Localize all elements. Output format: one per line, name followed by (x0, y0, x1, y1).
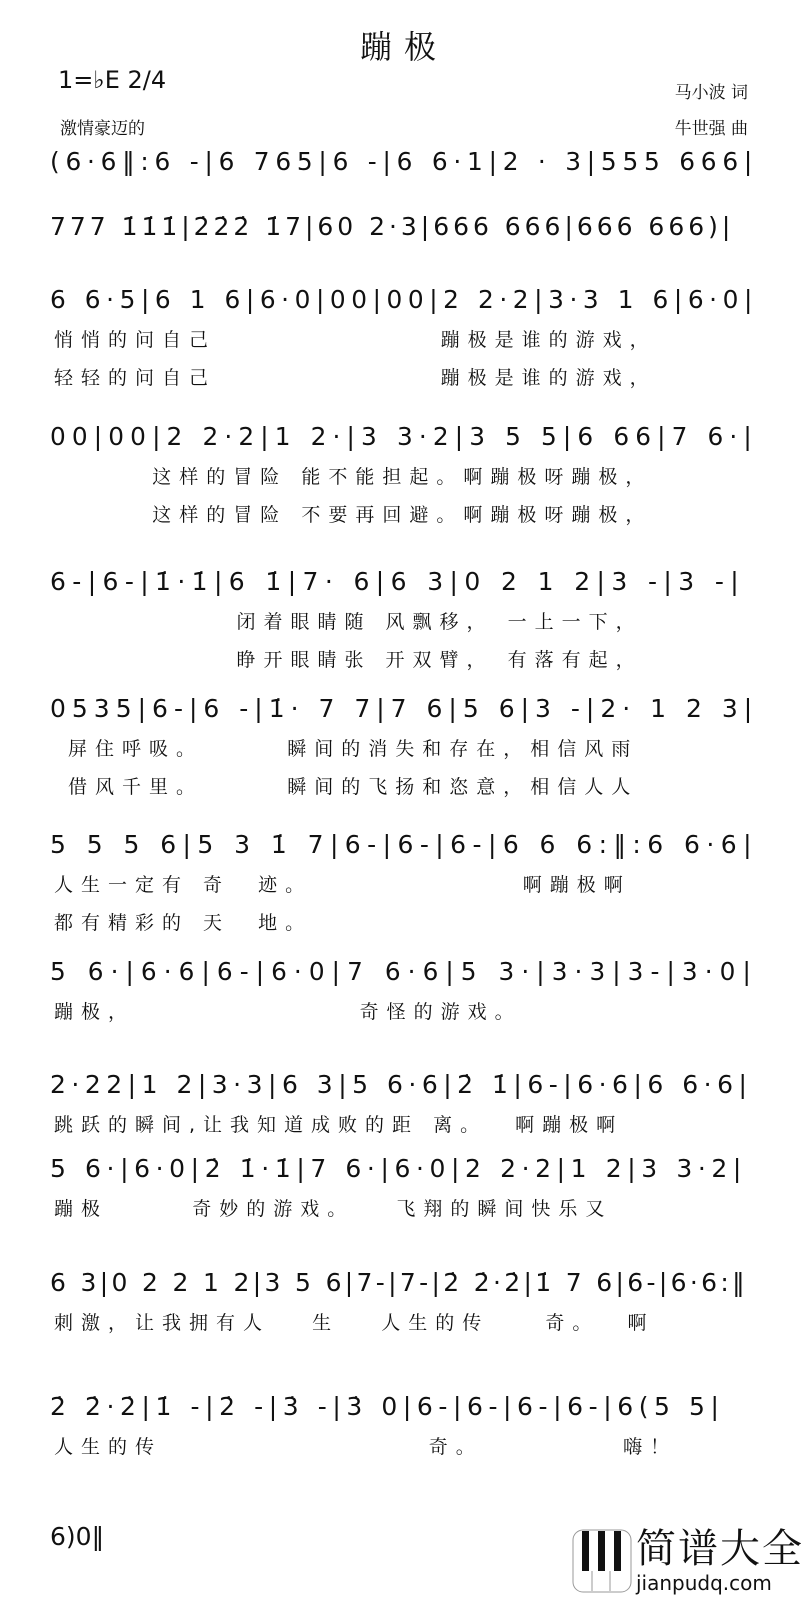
lyric-verse-2: 睁开眼睛张 开双臂， 有落有起， (54, 649, 643, 671)
staff-line (50, 283, 758, 393)
notation-row: 0535|6-|6 -|1̇· 7 7|7 6|5 6|3 -|2· 1 2 3| (50, 694, 759, 723)
staff-line (50, 1152, 758, 1224)
staff-line (50, 565, 758, 675)
notation-row: 2̇ 2̇·2̇|1̇ -|2̇ -|3̇ -|3̇ 0|6-|6-|6-|6-|6(5 5| (50, 1392, 725, 1421)
lyric-verse-2: 都有精彩的 天 地。 (54, 912, 313, 934)
lyric-verse-1: 这样的冒险 能不能担起。啊蹦极呀蹦极， (54, 466, 653, 488)
lyric-verse-1: 刺激，让我拥有人 生 人生的传 奇。 啊 (54, 1312, 655, 1334)
notation-row: (6·6‖:6 -|6 765|6 -|6 6·1|2 · 3|555 666| (50, 147, 759, 176)
lyric-verse-1: 人生的传 奇。 嗨！ (54, 1436, 678, 1458)
key-signature: 1=♭E 2/4 (58, 66, 167, 94)
notation-row: 6 3|0 2 2 1 2|3 5 6|7-|7-|2̇ 2̇·2̇|1̇ 7 6|6-|6·6:‖ (50, 1268, 748, 1297)
composer-credit: 牛世强 曲 (674, 119, 748, 139)
tempo-marking: 激情豪迈的 (60, 119, 145, 139)
staff-line (50, 420, 758, 530)
lyric-verse-2: 轻轻的问自己 蹦极是谁的游戏， (54, 367, 657, 389)
notation-row: 2·22|1 2|3·3|6 3|5 6·6|2̇ 1̇|6-|6·6|6 6·6| (50, 1070, 753, 1099)
staff-line (50, 828, 758, 938)
piano-keys-icon (572, 1529, 632, 1593)
notation-row: 5 5 5 6|5 3 1̇ 7|6-|6-|6-|6 6 6:‖:6 6·6| (50, 830, 758, 859)
notation-row: 6-|6-|1̇·1̇|6 1̇|7· 6|6 3|0 2 1 2|3 -|3 -| (50, 567, 746, 596)
staff-line (50, 1266, 758, 1338)
notation-row: 6)0‖ (50, 1522, 105, 1551)
notation-row: 5 6·|6·0|2̇ 1̇·1̇|7 6·|6·0|2 2·2|1 2|3 3·2| (50, 1154, 747, 1183)
logo-name: 简谱大全 (636, 1526, 804, 1572)
notation-row: 6 6·5|6 1 6|6·0|00|00|2 2·2|3·3 1 6|6·0| (50, 285, 758, 314)
staff-line (50, 1068, 758, 1140)
site-logo (572, 1527, 804, 1595)
notation-row: 777 1̇1̇1̇|2̇2̇2̇ 1̇7|60 2·3|666 666|666 666)| (50, 212, 735, 241)
lyric-verse-1: 蹦极 奇妙的游戏。 飞翔的瞬间快乐又 (54, 1198, 613, 1220)
lyric-verse-1: 跳跃的瞬间,让我知道成败的距 离。 啊蹦极啊 (54, 1114, 624, 1136)
logo-url: jianpudq.com (636, 1571, 772, 1595)
lyricist-credit: 马小波 词 (674, 83, 748, 103)
lyric-verse-1: 蹦极， 奇怪的游戏。 (54, 1001, 522, 1023)
lyric-verse-1: 人生一定有 奇 迹。 啊蹦极啊 (54, 874, 631, 896)
staff-line (50, 692, 758, 802)
notation-row: 00|00|2 2·2|1 2·|3 3·2|3 5 5|6 66|7 6·| (50, 422, 758, 451)
staff-line (50, 955, 758, 1027)
staff-line (50, 210, 758, 244)
staff-line (50, 1390, 758, 1462)
lyric-verse-1: 闭着眼睛随 风飘移， 一上一下， (54, 611, 643, 633)
staff-line (50, 145, 758, 179)
lyric-verse-2: 借风千里。 瞬间的飞扬和恣意，相信人人 (54, 776, 639, 798)
song-title: 蹦极 (359, 28, 448, 66)
lyric-verse-1: 悄悄的问自己 蹦极是谁的游戏， (54, 329, 657, 351)
notation-row: 5 6·|6·6|6-|6·0|7 6·6|5 3·|3·3|3-|3·0| (50, 957, 758, 986)
lyric-verse-2: 这样的冒险 不要再回避。啊蹦极呀蹦极， (54, 504, 653, 526)
lyric-verse-1: 屏住呼吸。 瞬间的消失和存在，相信风雨 (54, 738, 639, 760)
